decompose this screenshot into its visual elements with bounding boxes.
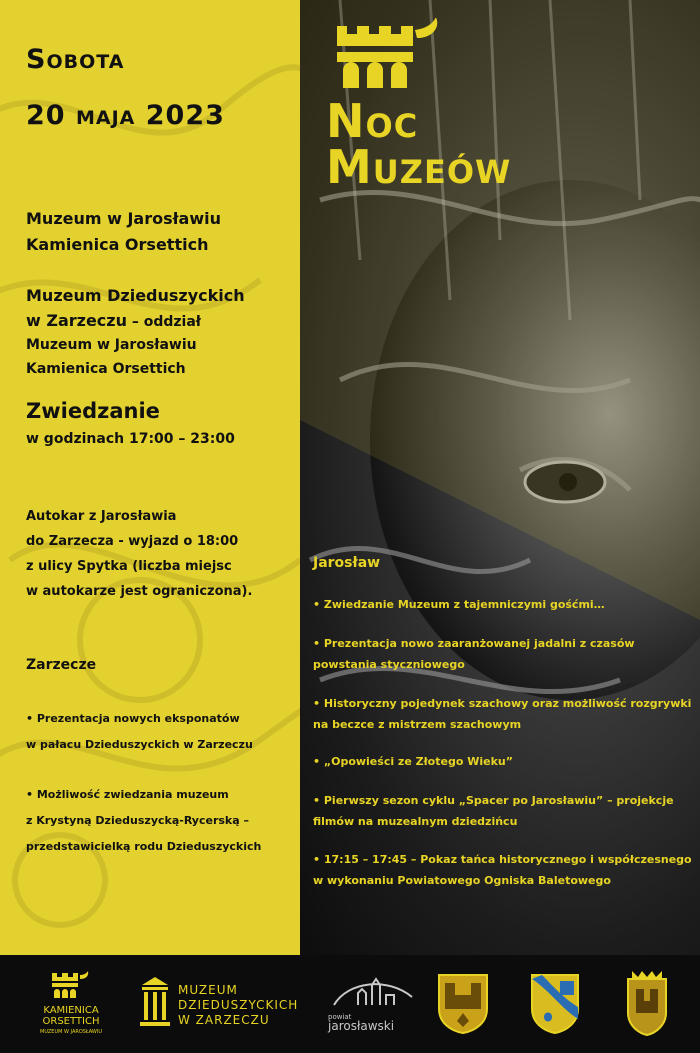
jaroslaw-item-6-line2: w wykonaniu Powiatowego Ogniska Baletowego <box>313 874 611 887</box>
kamienica-logo-text <box>36 1005 106 1037</box>
jaroslaw-item-6 <box>313 849 693 891</box>
jaroslaw-item-3 <box>313 693 693 735</box>
venue2-line1: Muzeum Dzieduszyckich <box>26 286 245 305</box>
event-day: Sobota <box>26 44 125 75</box>
jaroslaw-item-2-line1: • Prezentacja nowo zaaranżowanej jadalni z czasów <box>313 637 635 650</box>
jaroslaw-coat-of-arms-icon <box>437 973 489 1035</box>
bus-info <box>26 504 296 604</box>
powiat-skyline-icon <box>328 975 418 1015</box>
bus-line2: do Zarzecza - wyjazd o 18:00 <box>26 534 239 549</box>
dzieduszyckich-logo-text <box>178 983 298 1028</box>
jaroslaw-title: Jarosław <box>313 555 381 571</box>
jaroslaw-item-5-line2: filmów na muzealnym dziedzińcu <box>313 815 518 828</box>
venue2-line2 <box>26 308 201 335</box>
venue1-line1: Muzeum w Jarosławiu <box>26 209 222 228</box>
crown-icon <box>331 18 441 90</box>
jaroslaw-item-1 <box>313 594 693 615</box>
ornate-coat-of-arms-icon <box>622 969 672 1037</box>
bus-line1: Autokar z Jarosławia <box>26 509 177 524</box>
venue2-line3: Muzeum w Jarosławiu <box>26 337 197 353</box>
jaroslaw-item-6-line1: • 17:15 – 17:45 – Pokaz tańca historycznego i współczesnego <box>313 853 692 866</box>
event-date: 20 maja 2023 <box>26 100 225 131</box>
venue2-line4: Kamienica Orsettich <box>26 361 186 377</box>
left-panel <box>0 0 300 955</box>
zarzecze-item-1-line2: w pałacu Dzieduszyckich w Zarzeczu <box>26 738 253 751</box>
visiting-hours: w godzinach 17:00 – 23:00 <box>26 431 235 447</box>
powiat-line2: jarosławski <box>328 1019 395 1033</box>
zarzecze-item-1-line1: • Prezentacja nowych eksponatów <box>26 712 240 725</box>
venue2-line2b: – oddział <box>127 314 201 330</box>
venue2-line2a: w Zarzeczu <box>26 311 127 330</box>
zarzecze-item-2 <box>26 782 291 860</box>
jaroslaw-item-2-line2: powstania styczniowego <box>313 658 465 671</box>
jaroslaw-item-4 <box>313 751 693 772</box>
dzieduszyckich-line1: MUZEUM <box>178 983 238 997</box>
bus-line3: z ulicy Spytka (liczba miejsc <box>26 559 232 574</box>
jaroslaw-item-5-line1: • Pierwszy sezon cyklu „Spacer po Jarosławiu” – projekcje <box>313 794 674 807</box>
venue1-line2: Kamienica Orsettich <box>26 235 209 254</box>
dzieduszyckich-line3: W ZARZECZU <box>178 1013 270 1027</box>
bus-line4: w autokarze jest ograniczona). <box>26 584 253 599</box>
jaroslaw-item-4-line1: • „Opowieści ze Złotego Wieku” <box>313 755 513 768</box>
dzieduszyckich-building-icon <box>140 977 170 1027</box>
kamienica-line3: MUZEUM W JAROSŁAWIU <box>40 1029 102 1035</box>
jaroslaw-item-5 <box>313 790 693 832</box>
footer-logos <box>0 955 700 1053</box>
title-line1: Noc <box>326 94 419 148</box>
jaroslaw-item-1-line1: • Zwiedzanie Muzeum z tajemniczymi gośćmi… <box>313 598 605 611</box>
zarzecze-item-2-line1: • Możliwość zwiedzania muzeum <box>26 788 229 801</box>
kamienica-crown-icon <box>50 971 90 999</box>
zarzecze-title: Zarzecze <box>26 657 97 673</box>
powiat-line1: powiat <box>328 1013 352 1021</box>
jaroslaw-item-3-line1: • Historyczny pojedynek szachowy oraz możliwość rozgrywki <box>313 697 692 710</box>
zarzecze-item-2-line2: z Krystyną Dzieduszycką-Rycerską – <box>26 814 249 827</box>
jaroslaw-item-3-line2: na beczce z mistrzem szachowym <box>313 718 522 731</box>
kamienica-line1: KAMIENICA <box>43 1005 99 1016</box>
dzieduszyckich-line2: DZIEDUSZYCKICH <box>178 998 299 1012</box>
jaroslaw-item-2 <box>313 633 693 675</box>
title-line2: Muzeów <box>326 140 512 194</box>
zarzecze-coat-of-arms-icon <box>530 973 580 1035</box>
visiting-title: Zwiedzanie <box>26 399 160 423</box>
zarzecze-item-1 <box>26 706 291 758</box>
zarzecze-item-2-line3: przedstawicielką rodu Dzieduszyckich <box>26 840 262 853</box>
kamienica-line2: ORSETTICH <box>42 1016 100 1027</box>
